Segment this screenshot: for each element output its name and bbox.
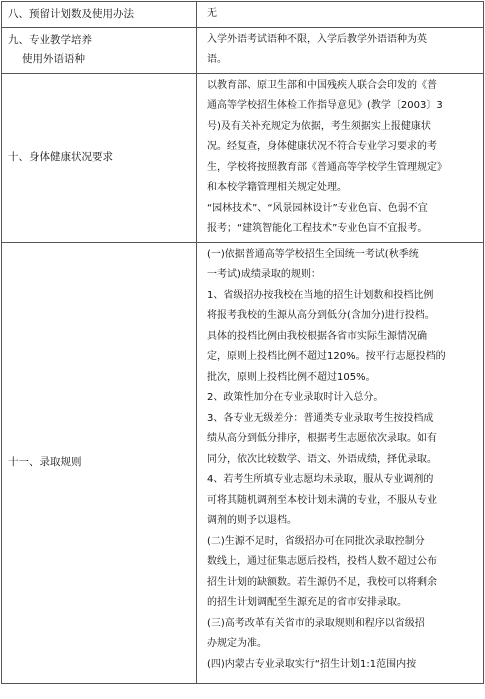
content-line: 1、省级招办按我校在当地的招生计划数和投档比例: [207, 289, 434, 301]
content-line: 办规定为准。: [207, 638, 267, 649]
content-line: 况。经复查，身体健康状况不符合专业学习要求的考: [207, 141, 437, 152]
row-content-reserved-plan: [197, 2, 484, 28]
table-row-foreign-language: [2, 27, 484, 73]
content-line: 号)及有关补充规定为依据，考生须据实上报健康状: [207, 120, 431, 132]
content-line: 绩从高分到低分排序，根据考生志愿依次录取。如有: [207, 433, 437, 444]
content-line: 入学外语考试语种不限，入学后教学外语语种为英: [207, 33, 427, 45]
row-label-admission-rules: [2, 242, 197, 684]
content-line: (二)生源不足时，省级招办可在同批次录取控制分: [207, 535, 425, 547]
content-line: 通高等学校招生体检工作指导意见》(教学〔2003〕3: [207, 100, 443, 111]
row-label-health-requirements: [2, 73, 197, 242]
content-line: 定，原则上投档比例不超过120%。按平行志愿投档的: [207, 351, 446, 362]
content-line: 可将其随机调剂至本校计划未满的专业，不服从专业: [207, 494, 437, 506]
content-line: 同分，依次比较数学、语文、外语成绩，择优录取。: [207, 453, 437, 465]
content-line: 无: [207, 8, 217, 19]
admission-rules-table: [1, 1, 484, 684]
label-line: 十一、录取规则: [8, 456, 82, 469]
content-line: 具体的投档比例由我校根据各省市实际生源情况确: [207, 330, 427, 342]
content-line: (一)依据普通高等学校招生全国统一考试(秋季统: [207, 248, 419, 260]
table-row-reserved-plan: [2, 2, 484, 28]
content-line: (四)内蒙古专业录取实行“招生计划1:1范围内按: [207, 658, 417, 670]
content-line: 语。: [207, 54, 227, 65]
table-row-admission-rules: [2, 242, 484, 684]
content-line: 调剂的则予以退档。: [207, 515, 297, 526]
table-row-health-requirements: [2, 73, 484, 242]
content-line: 和本校学籍管理相关规定处理。: [207, 182, 347, 193]
content-line: 4、若考生所填专业志愿均未录取，服从专业调剂的: [207, 474, 434, 485]
content-line: 将报考我校的生源从高分到低分(含加分)进行投档。: [207, 310, 435, 321]
label-line: 十、身体健康状况要求: [8, 151, 113, 163]
content-line: 3、各专业无级差分：普通类专业录取考生按投档成: [207, 412, 434, 424]
content-line: 以教育部、原卫生部和中国残疾人联合会印发的《普: [207, 79, 437, 91]
row-content-health-requirements: [197, 73, 484, 242]
content-line: 数线上，通过征集志愿后投档，投档人数不超过公布: [207, 556, 437, 567]
content-line: 生，学校将按照教育部《普通高等学校学生管理规定》: [207, 161, 447, 173]
content-line: 报考；“建筑智能化工程技术”专业色盲不宜报考。: [207, 223, 428, 234]
content-line: 招生计划的缺额数。若生源仍不足，我校可以将剩余: [207, 576, 437, 588]
label-line: 八、预留计划数及使用办法: [8, 7, 134, 20]
content-line: “园林技术”、“风景园林设计”专业色盲、色弱不宜: [207, 202, 428, 214]
content-line: 一考试)成绩录取的规则：: [207, 269, 321, 280]
label-line: 九、专业教学培养: [8, 34, 92, 46]
row-content-foreign-language: [197, 27, 484, 73]
label-line: 使用外语语种: [22, 53, 85, 65]
content-line: (三)高考改革有关省市的录取规则和程序以省级招: [207, 617, 425, 629]
row-content-admission-rules: [197, 242, 484, 684]
content-line: 的招生计划调配至生源充足的省市安排录取。: [207, 597, 407, 608]
row-label-reserved-plan: [2, 2, 197, 28]
content-line: 批次，原则上投档比例不超过105%。: [207, 371, 376, 383]
spacer: [207, 675, 475, 681]
row-label-foreign-language: [2, 27, 197, 73]
content-line: 2、政策性加分在专业录取时计入总分。: [207, 392, 384, 403]
